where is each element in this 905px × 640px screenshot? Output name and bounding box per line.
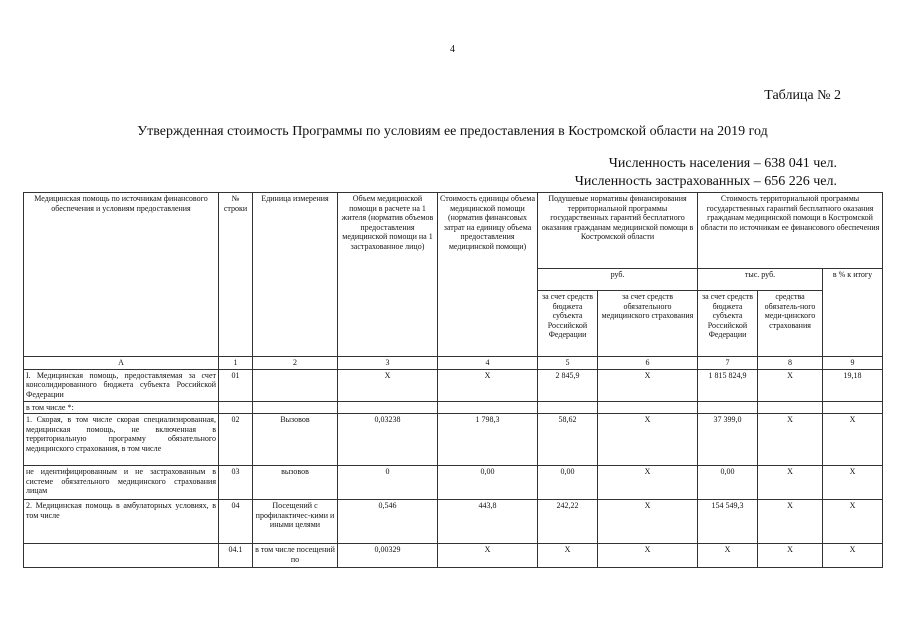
index-cell: 9 xyxy=(823,357,883,370)
row-total-oms: Х xyxy=(758,466,823,500)
row-norm-oms: Х xyxy=(598,369,698,401)
row-norm-budget xyxy=(538,401,598,414)
row-norm-oms: Х xyxy=(598,466,698,500)
header-col-5: за счет средств бюджета субъекта Российской Федерации xyxy=(538,291,598,357)
row-unit: в том числе посещений по xyxy=(253,544,338,568)
row-unit xyxy=(253,369,338,401)
index-cell: 8 xyxy=(758,357,823,370)
row-total-oms: Х xyxy=(758,414,823,466)
row-pct: Х xyxy=(823,544,883,568)
header-col-3: Объем медицинской помощи в расчете на 1 жителя (норматив объемов предоставления медицинской помощи на 1 застрахованное лицо) xyxy=(338,193,438,357)
row-name: не идентифицированным и не застрахованным в системе обязательного медицинского страхования лицам xyxy=(24,466,219,500)
row-total-budget: 0,00 xyxy=(698,466,758,500)
row-volume: 0,03238 xyxy=(338,414,438,466)
row-norm-budget: 242,22 xyxy=(538,500,598,544)
row-norm-budget: 58,62 xyxy=(538,414,598,466)
cost-table xyxy=(23,192,883,568)
row-volume: 0,00329 xyxy=(338,544,438,568)
insured-line: Численность застрахованных – 656 226 чел. xyxy=(574,174,837,189)
page-number: 4 xyxy=(450,44,455,55)
header-col-2: Единица измерения xyxy=(253,193,338,357)
row-norm-budget: Х xyxy=(538,544,598,568)
header-col-1: № строки xyxy=(219,193,253,357)
row-cost xyxy=(438,401,538,414)
row-volume: Х xyxy=(338,369,438,401)
row-unit: вызовов xyxy=(253,466,338,500)
row-num: 02 xyxy=(219,414,253,466)
header-group-cost: Стоимость территориальной программы государственных гарантий бесплатного оказания гражданам медицинской помощи в Костромской области по источникам ее финансового обеспечения xyxy=(698,193,883,269)
row-cost: 443,8 xyxy=(438,500,538,544)
table-row xyxy=(24,401,883,414)
row-total-oms: Х xyxy=(758,544,823,568)
table-row xyxy=(24,414,883,466)
header-pct-total: в % к итогу xyxy=(823,269,883,357)
row-cost: Х xyxy=(438,544,538,568)
row-name: I. Медицинская помощь, предоставляемая за счет консолидированного бюджета субъекта Российской Федерации xyxy=(24,369,219,401)
row-total-oms: Х xyxy=(758,500,823,544)
row-num: 04.1 xyxy=(219,544,253,568)
document-title: Утвержденная стоимость Программы по условиям ее предоставления в Костромской области на 2019 год xyxy=(137,124,768,139)
row-norm-oms xyxy=(598,401,698,414)
row-total-budget: Х xyxy=(698,544,758,568)
header-thous-rub: тыс. руб. xyxy=(698,269,823,291)
row-name: в том числе *: xyxy=(24,401,219,414)
row-pct: 19,18 xyxy=(823,369,883,401)
population-line: Численность населения – 638 041 чел. xyxy=(608,156,837,171)
header-rub: руб. xyxy=(538,269,698,291)
row-total-oms xyxy=(758,401,823,414)
table-row xyxy=(24,466,883,500)
table-row xyxy=(24,500,883,544)
table-row xyxy=(24,369,883,401)
header-col-8: средства обязатель-ного меди-цинского страхования xyxy=(758,291,823,357)
index-cell: 2 xyxy=(253,357,338,370)
row-name: 2. Медицинская помощь в амбулаторных условиях, в том числе xyxy=(24,500,219,544)
index-cell: 3 xyxy=(338,357,438,370)
index-cell: 4 xyxy=(438,357,538,370)
row-num xyxy=(219,401,253,414)
row-total-oms: Х xyxy=(758,369,823,401)
row-cost: Х xyxy=(438,369,538,401)
index-row xyxy=(24,357,883,370)
index-cell: А xyxy=(24,357,219,370)
row-norm-oms: Х xyxy=(598,544,698,568)
header-group-norms: Подушевые нормативы финансирования территориальной программы государственных гарантий бесплатного оказания гражданам медицинской помощи в Костромской области xyxy=(538,193,698,269)
row-norm-oms: Х xyxy=(598,414,698,466)
header-col-4: Стоимость единицы объема медицинской помощи (норматив финансовых затрат на единицу объема предоставления медицинской помощи) xyxy=(438,193,538,357)
row-unit: Вызовов xyxy=(253,414,338,466)
row-num: 04 xyxy=(219,500,253,544)
row-total-budget: 37 399,0 xyxy=(698,414,758,466)
header-col-a: Медицинская помощь по источникам финансового обеспечения и условиям предоставления xyxy=(24,193,219,357)
index-cell: 1 xyxy=(219,357,253,370)
index-cell: 7 xyxy=(698,357,758,370)
row-num: 01 xyxy=(219,369,253,401)
row-volume: 0 xyxy=(338,466,438,500)
row-total-budget: 1 815 824,9 xyxy=(698,369,758,401)
index-cell: 5 xyxy=(538,357,598,370)
row-volume xyxy=(338,401,438,414)
row-volume: 0,546 xyxy=(338,500,438,544)
row-norm-oms: Х xyxy=(598,500,698,544)
row-name: 1. Скорая, в том числе скорая специализированная, медицинская помощь, не включенная в территориальную программу обязательного медицинского страхования, в том числе xyxy=(24,414,219,466)
row-total-budget xyxy=(698,401,758,414)
row-cost: 1 798,3 xyxy=(438,414,538,466)
row-total-budget: 154 549,3 xyxy=(698,500,758,544)
row-pct: Х xyxy=(823,466,883,500)
table-row xyxy=(24,544,883,568)
header-col-7: за счет средств бюджета субъекта Российской Федерации xyxy=(698,291,758,357)
row-pct: Х xyxy=(823,500,883,544)
row-pct xyxy=(823,401,883,414)
row-name xyxy=(24,544,219,568)
row-norm-budget: 2 845,9 xyxy=(538,369,598,401)
row-pct: Х xyxy=(823,414,883,466)
table-label: Таблица № 2 xyxy=(764,88,841,103)
index-cell: 6 xyxy=(598,357,698,370)
header-col-6: за счет средств обязательного медицинского страхования xyxy=(598,291,698,357)
row-num: 03 xyxy=(219,466,253,500)
row-norm-budget: 0,00 xyxy=(538,466,598,500)
row-unit xyxy=(253,401,338,414)
row-cost: 0,00 xyxy=(438,466,538,500)
row-unit: Посещений с профилактичес-кими и иными целями xyxy=(253,500,338,544)
